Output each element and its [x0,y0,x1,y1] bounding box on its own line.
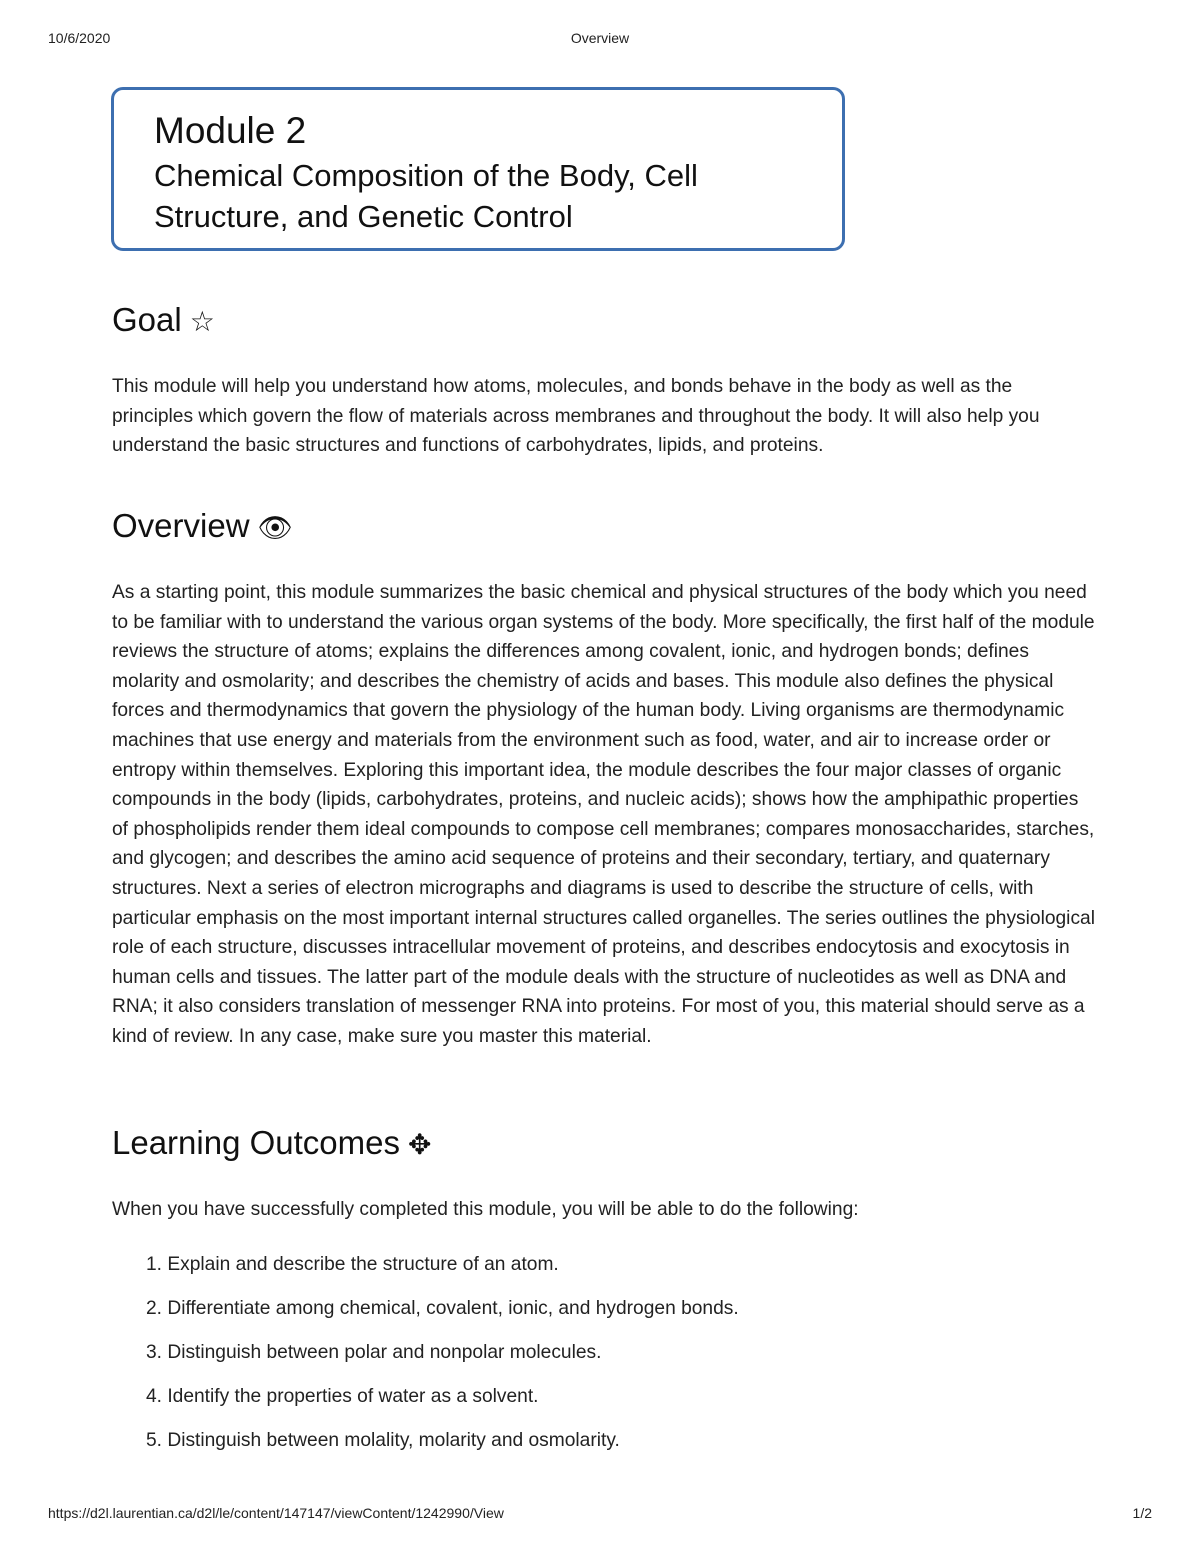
eye-icon: 👁 [257,512,294,543]
list-item: 3. Distinguish between polar and nonpolar molecules. [146,1342,602,1363]
print-url: https://d2l.laurentian.ca/d2l/le/content/147147/viewContent/1242990/View [48,1505,504,1521]
list-item: 5. Distinguish between molality, molarity and osmolarity. [146,1430,620,1451]
print-date: 10/6/2020 [48,30,111,46]
list-item: 4. Identify the properties of water as a solvent. [146,1386,539,1407]
print-page-title: Overview [570,30,630,46]
list-item: 2. Differentiate among chemical, covalent, ionic, and hydrogen bonds. [146,1298,739,1319]
learning-outcomes-heading [112,1123,431,1165]
crosshair-move-icon: ✥ [408,1129,432,1160]
learning-outcomes-intro: When you have successfully completed this module, you will be able to do the following: [112,1199,859,1220]
module-subtitle: Chemical Composition of the Body, Cell Structure, and Genetic Control [154,158,698,234]
print-footer [48,1505,1152,1523]
list-item: 1. Explain and describe the structure of an atom. [146,1254,559,1275]
goal-heading-text: Goal [112,301,182,338]
overview-heading-text: Overview [112,507,250,544]
print-header [48,30,1152,48]
module-title-box [111,87,845,251]
goal-text: This module will help you understand how atoms, molecules, and bonds behave in the body as well as the principles which govern the flow of materials across membranes and throughout the body. It will also help you understand the basic structures and functions of carbohydrates, lipids, and proteins. [112,376,1040,457]
page-number: 1/2 [1132,1505,1152,1521]
learning-outcomes-heading-text: Learning Outcomes [112,1124,400,1161]
goal-heading [112,300,215,342]
learning-outcomes-list [146,1250,739,1470]
module-number: Module 2 [154,110,307,151]
overview-heading [112,506,293,548]
star-icon: ☆ [189,306,215,337]
overview-text: As a starting point, this module summarizes the basic chemical and physical structures of the body which you need to be familiar with to understand the various organ systems of the body. More specifically, the first half of the module reviews the structure of atoms; explains the differences among covalent, ionic, and hydrogen bonds; defines molarity and osmolarity; and describes the chemistry of acids and bases. This module also defines the physical forces and thermodynamics that govern the physiology of the human body. Living organisms are thermodynamic machines that use energy and materials from the environment such as food, water, and air to increase order or entropy within themselves. Exploring this important idea, the module describes the four major classes of organic compounds in the body (lipids, carbohydrates, proteins, and nucleic acids); shows how the amphipathic properties of phospholipids render them ideal compounds to compose cell membranes; compares monosaccharides, starches, and glycogen; and describes the amino acid sequence of proteins and their secondary, tertiary, and quaternary structures. Next a series of electron micrographs and diagrams is used to describe the structure of cells, with particular emphasis on the most important internal structures called organelles. The series outlines the physiological role of each structure, discusses intracellular movement of proteins, and describes endocytosis and exocytosis in human cells and tissues. The latter part of the module deals with the structure of nucleotides as well as DNA and RNA; it also considers translation of messenger RNA into proteins. For most of you, this material should serve as a kind of review. In any case, make sure you master this material. [112,582,1095,1047]
